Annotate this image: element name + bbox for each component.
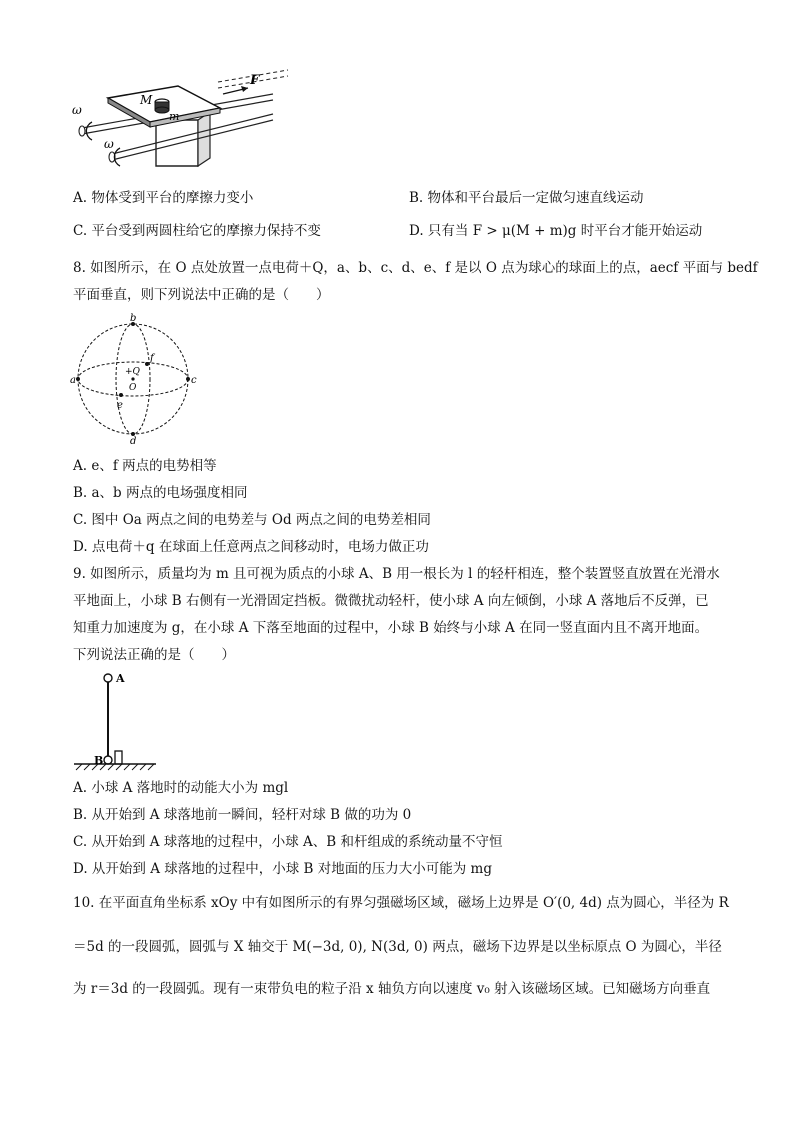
q9-option-d: D. 从开始到 A 球落地的过程中，小球 B 对地面的压力大小可能为 mg — [73, 861, 492, 877]
q9-label-b: B — [94, 754, 104, 767]
q7-label-F: F — [250, 73, 260, 88]
q7-label-omega-top: ω — [72, 103, 82, 117]
q8-label-f: f — [150, 353, 154, 364]
q8-label-b: b — [130, 313, 137, 324]
q7-label-M: M — [140, 93, 153, 107]
q8-sphere-figure — [68, 312, 198, 446]
q9-stem-line2: 平地面上，小球 B 右侧有一光滑固定挡板。微微扰动轻杆，使小球 A 向左倾倒，小球 A 落地后不反弹，已 — [73, 593, 709, 609]
q8-label-c: c — [191, 375, 197, 386]
q7-option-a: A. 物体受到平台的摩擦力变小 — [73, 190, 254, 206]
q8-option-d: D. 点电荷＋q 在球面上任意两点之间移动时，电场力做正功 — [73, 539, 429, 555]
q9-stem-line1: 9. 如图所示，质量均为 m 且可视为质点的小球 A、B 用一根长为 l 的轻杆相连，整个装置竖直放置在光滑水 — [73, 566, 720, 582]
q7-option-b: B. 物体和平台最后一定做匀速直线运动 — [409, 190, 644, 206]
q9-option-b: B. 从开始到 A 球落地前一瞬间，轻杆对球 B 做的功为 0 — [73, 807, 412, 823]
q9-option-c: C. 从开始到 A 球落地的过程中，小球 A、B 和杆组成的系统动量不守恒 — [73, 834, 503, 850]
q8-option-a: A. e、f 两点的电势相等 — [73, 458, 217, 474]
q8-label-a: a — [70, 375, 76, 386]
q10-line1: 10. 在平面直角坐标系 xOy 中有如图所示的有界匀强磁场区域，磁场上边界是 O′(0, 4d) 点为圆心，半径为 R — [73, 895, 729, 911]
q9-stem-line4: 下列说法正确的是（ ） — [73, 647, 235, 663]
q8-stem-line1: 8. 如图所示，在 O 点处放置一点电荷＋Q，a、b、c、d、e、f 是以 O 点为球心的球面上的点，aecf 平面与 bedf — [73, 260, 758, 276]
q9-stem-line3: 知重力加速度为 g，在小球 A 下落至地面的过程中，小球 B 始终与小球 A 在同一竖直面内且不离开地面。 — [73, 620, 709, 636]
q8-label-charge: +Q — [125, 367, 140, 377]
q9-label-a: A — [116, 672, 125, 685]
q7-platform-figure — [68, 62, 298, 182]
q7-label-omega-bottom: ω — [104, 137, 114, 151]
q9-rod-figure — [70, 668, 160, 772]
q9-option-a: A. 小球 A 落地时的动能大小为 mgl — [73, 780, 289, 796]
q7-label-m: m — [169, 110, 180, 123]
q7-option-c: C. 平台受到两圆柱给它的摩擦力保持不变 — [73, 223, 321, 239]
q8-label-d: d — [130, 436, 137, 446]
q8-option-c: C. 图中 Oa 两点之间的电势差与 Od 两点之间的电势差相同 — [73, 512, 431, 528]
q10-line2: ＝5d 的一段圆弧，圆弧与 X 轴交于 M(−3d, 0), N(3d, 0) 两点，磁场下边界是以坐标原点 O 为圆心，半径 — [73, 939, 722, 955]
q7-option-d: D. 只有当 F > μ(M + m)g 时平台才能开始运动 — [409, 223, 703, 239]
q8-label-e: e — [117, 400, 123, 411]
q8-option-b: B. a、b 两点的电场强度相同 — [73, 485, 248, 501]
q8-label-origin: O — [129, 383, 137, 393]
q8-stem-line2: 平面垂直，则下列说法中正确的是（ ） — [73, 287, 330, 303]
q10-line3: 为 r＝3d 的一段圆弧。现有一束带负电的粒子沿 x 轴负方向以速度 v₀ 射入该磁场区域。已知磁场方向垂直 — [73, 981, 711, 997]
